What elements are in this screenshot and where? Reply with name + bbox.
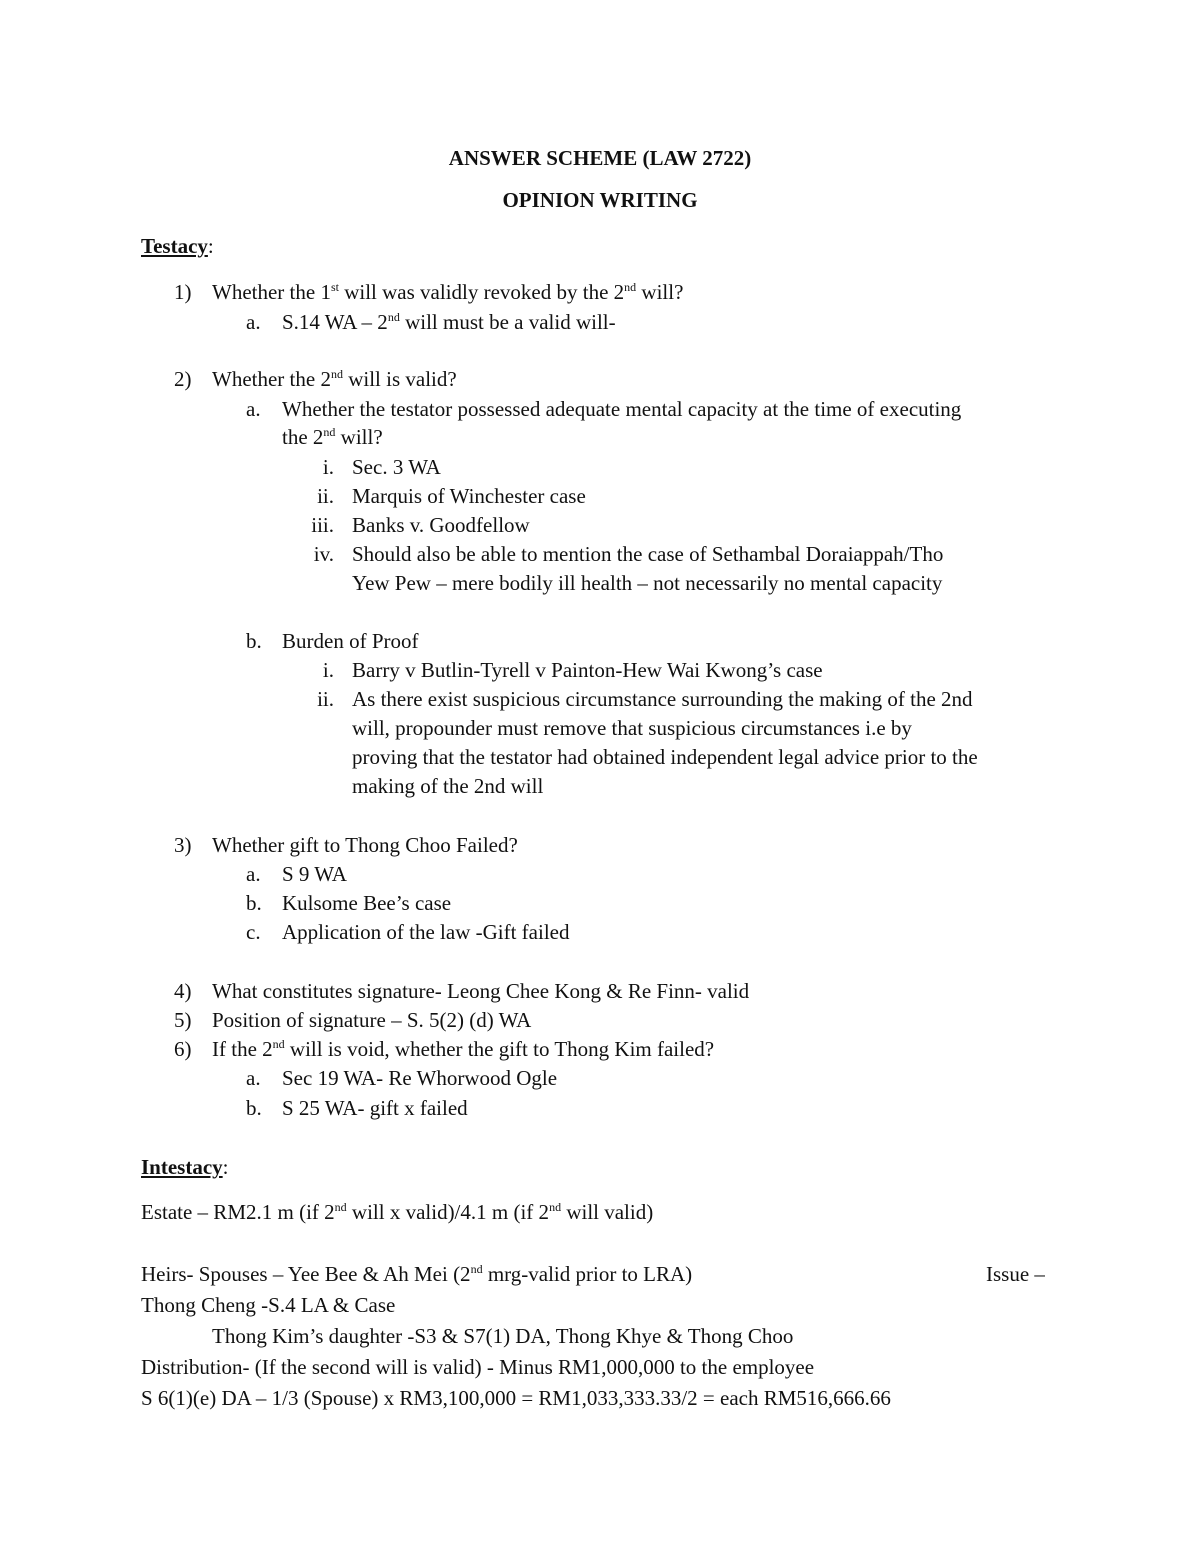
q2-a-i-label: i.	[322, 455, 334, 479]
q5-text: Position of signature – S. 5(2) (d) WA	[212, 1008, 532, 1032]
q2-a-iv-continuation: Yew Pew – mere bodily ill health – not necessarily no mental capacity	[352, 571, 943, 595]
q6-a-label: a.	[246, 1066, 261, 1090]
q2-text: Whether the 2nd will is valid?	[212, 367, 457, 391]
q3-c-label: c.	[246, 920, 261, 944]
intestacy-heading: Intestacy	[141, 1155, 223, 1179]
q6-number: 6)	[174, 1037, 192, 1061]
q3-text: Whether gift to Thong Choo Failed?	[212, 833, 518, 857]
q6-b-label: b.	[246, 1096, 262, 1120]
q2-b-label: b.	[246, 629, 262, 653]
q2-b-ii-continuation-1: will, propounder must remove that suspicious circumstances i.e by	[352, 716, 912, 740]
calculation-line: S 6(1)(e) DA – 1/3 (Spouse) x RM3,100,000 = RM1,033,333.33/2 = each RM516,666.66	[141, 1386, 891, 1410]
estate-line: Estate – RM2.1 m (if 2nd will x valid)/4.1 m (if 2nd will valid)	[141, 1200, 654, 1224]
q3-b-text: Kulsome Bee’s case	[282, 891, 452, 915]
q2-a-i-text: Sec. 3 WA	[352, 455, 441, 479]
q2-number: 2)	[174, 367, 192, 391]
page-title: ANSWER SCHEME (LAW 2722)	[448, 146, 752, 170]
q5-number: 5)	[174, 1008, 192, 1032]
q2-a-iii-text: Banks v. Goodfellow	[352, 513, 530, 537]
q6-text: If the 2nd will is void, whether the gift to Thong Kim failed?	[212, 1037, 715, 1061]
q2-a-ii-label: ii.	[317, 484, 334, 508]
q2-a-ii-text: Marquis of Winchester case	[352, 484, 586, 508]
q6-b-text: S 25 WA- gift x failed	[282, 1096, 468, 1120]
q2-a-iv-label: iv.	[313, 542, 334, 566]
q3-b-label: b.	[246, 891, 262, 915]
testacy-section-heading	[141, 236, 214, 257]
thong-cheng-line: Thong Cheng -S.4 LA & Case	[141, 1293, 396, 1317]
testacy-heading-colon: :	[207, 234, 214, 258]
q2-b-ii-continuation-2: proving that the testator had obtained independent legal advice prior to the	[352, 745, 978, 769]
q2-b-ii-continuation-3: making of the 2nd will	[352, 774, 544, 798]
q2-a-line1: Whether the testator possessed adequate mental capacity at the time of executing	[282, 397, 962, 421]
distribution-line: Distribution- (If the second will is valid) - Minus RM1,000,000 to the employee	[141, 1355, 815, 1379]
intestacy-heading-colon: :	[222, 1155, 229, 1179]
q3-c-text: Application of the law -Gift failed	[282, 920, 570, 944]
q1-text: Whether the 1st will was validly revoked by the 2nd will?	[212, 280, 684, 304]
q6-a-text: Sec 19 WA- Re Whorwood Ogle	[282, 1066, 558, 1090]
q2-b-i-text: Barry v Butlin-Tyrell v Painton-Hew Wai Kwong’s case	[352, 658, 823, 682]
testacy-heading: Testacy	[141, 234, 208, 258]
q4-text: What constitutes signature- Leong Chee Kong & Re Finn- valid	[212, 979, 750, 1003]
q2-a-line2: the 2nd will?	[282, 425, 383, 449]
q3-a-text: S 9 WA	[282, 862, 347, 886]
q2-b-ii-text: As there exist suspicious circumstance surrounding the making of the 2nd	[352, 687, 973, 711]
q2-b-i-label: i.	[322, 658, 334, 682]
heirs-line: Heirs- Spouses – Yee Bee & Ah Mei (2nd mrg-valid prior to LRA)	[141, 1262, 693, 1286]
q1-a-text: S.14 WA – 2nd will must be a valid will-	[282, 310, 616, 334]
q2-b-ii-label: ii.	[317, 687, 334, 711]
q1-a-label: a.	[246, 310, 261, 334]
intestacy-section-heading	[141, 1157, 229, 1178]
q2-b-text: Burden of Proof	[282, 629, 419, 653]
q1-number: 1)	[174, 280, 192, 304]
q4-number: 4)	[174, 979, 192, 1003]
thong-kim-line: Thong Kim’s daughter -S3 & S7(1) DA, Thong Khye & Thong Choo	[212, 1324, 794, 1348]
page-subtitle: OPINION WRITING	[502, 188, 698, 212]
q3-a-label: a.	[246, 862, 261, 886]
heirs-issue: Issue –	[986, 1262, 1045, 1286]
q3-number: 3)	[174, 833, 192, 857]
q2-a-label: a.	[246, 397, 261, 421]
q2-a-iv-text: Should also be able to mention the case of Sethambal Doraiappah/Tho	[352, 542, 944, 566]
q2-a-iii-label: iii.	[311, 513, 334, 537]
